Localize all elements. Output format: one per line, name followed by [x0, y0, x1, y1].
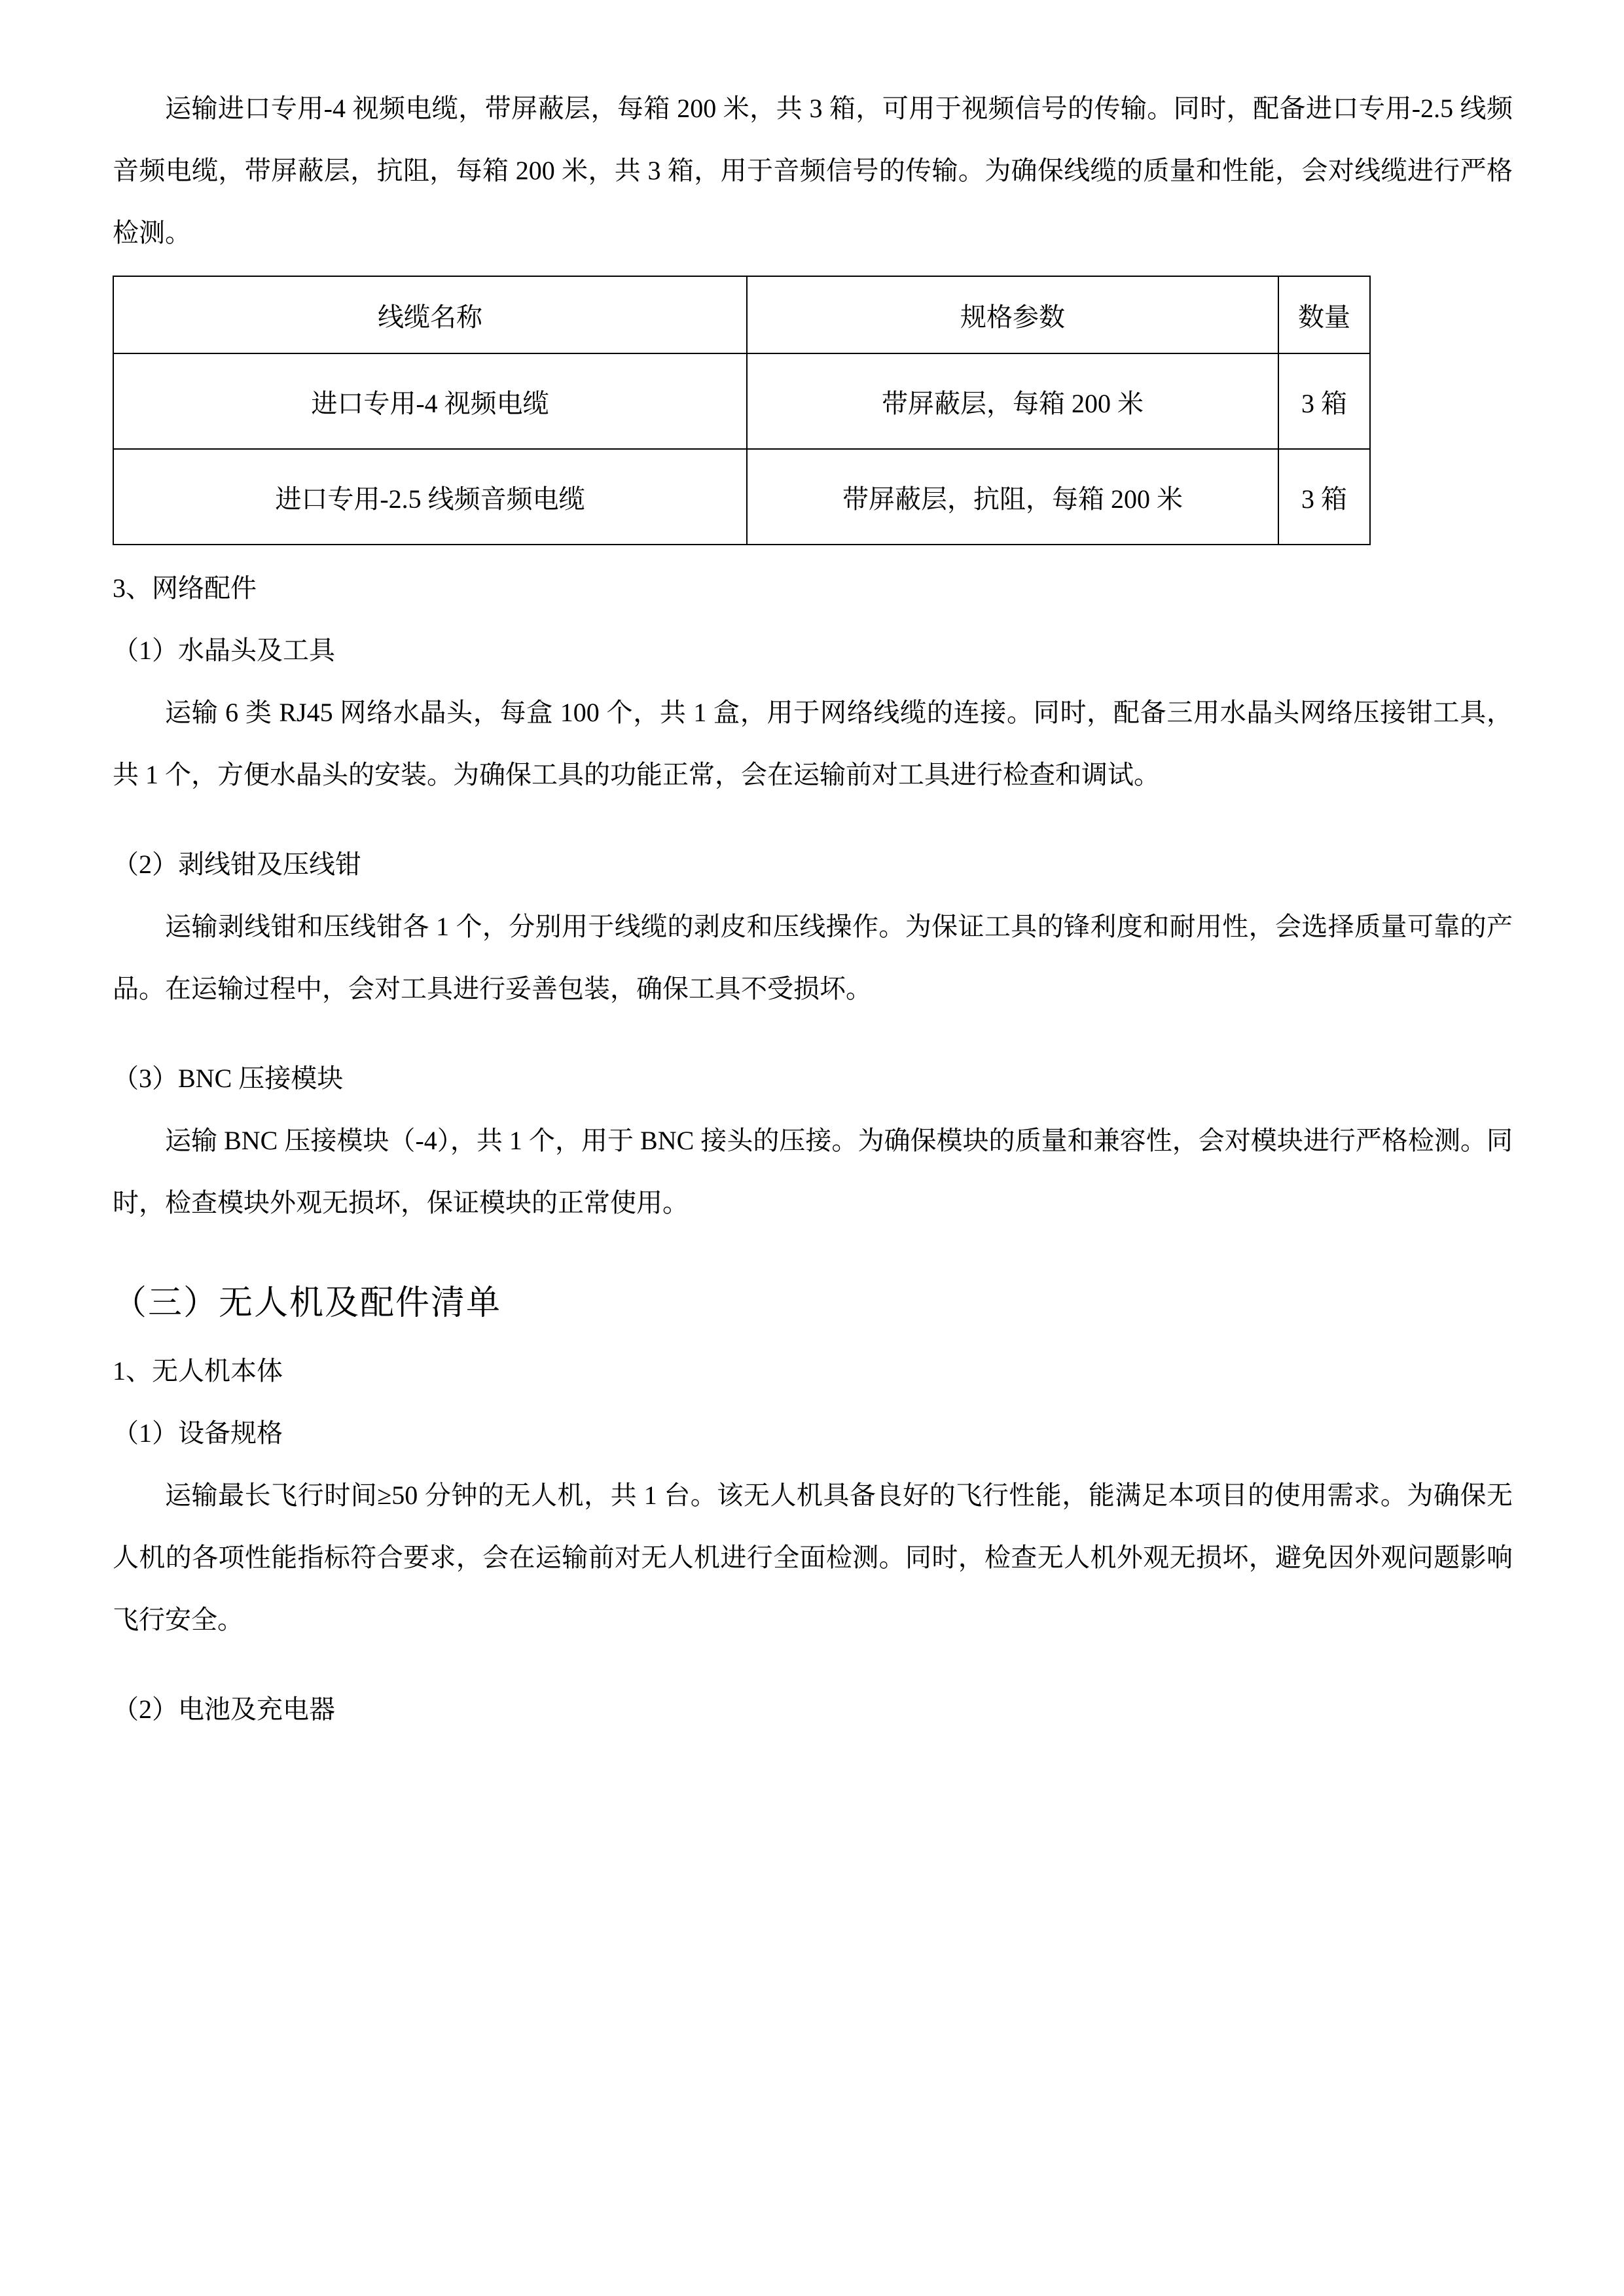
device-spec-paragraph: 运输最长飞行时间≥50 分钟的无人机，共 1 台。该无人机具备良好的飞行性能，能满足本项目的使用需求。为确保无人机的各项性能指标符合要求，会在运输前对无人机进行全面检测。同时，检查无人机外观无损坏，避免因外观问题影响飞行安全。 — [113, 1480, 1513, 1634]
intro-paragraph: 运输进口专用-4 视频电缆，带屏蔽层，每箱 200 米，共 3 箱，可用于视频信号的传输。同时，配备进口专用-2.5 线频音频电缆，带屏蔽层，抗阻，每箱 200 米，共 3 箱，用于音频信号的传输。为确保线缆的质量和性能，会对线缆进行严格检测。 — [113, 94, 1513, 247]
wire-strippers-paragraph: 运输剥线钳和压线钳各 1 个，分别用于线缆的剥皮和压线操作。为保证工具的锋利度和耐用性，会选择质量可靠的产品。在运输过程中，会对工具进行妥善包装，确保工具不受损坏。 — [113, 912, 1513, 1003]
table-row — [113, 353, 1370, 449]
crystal-head-paragraph: 运输 6 类 RJ45 网络水晶头，每盒 100 个，共 1 盒，用于网络线缆的连接。同时，配备三用水晶头网络压接钳工具，共 1 个，方便水晶头的安装。为确保工具的功能正常，会在运输前对工具进行检查和调试。 — [113, 698, 1513, 789]
table-header-row — [113, 276, 1370, 353]
section-heading-drone-list: （三）无人机及配件清单 — [113, 1285, 502, 1322]
table-cell-cable-name: 进口专用-2.5 线频音频电缆 — [113, 449, 747, 545]
table-cell-spec: 带屏蔽层，抗阻，每箱 200 米 — [747, 449, 1278, 545]
table-cell-spec: 带屏蔽层，每箱 200 米 — [747, 353, 1278, 449]
table-header-quantity: 数量 — [1278, 276, 1370, 353]
table-cell-quantity: 3 箱 — [1278, 353, 1370, 449]
table-header-spec: 规格参数 — [747, 276, 1278, 353]
subsection-heading-crystal-head: （1）水晶头及工具 — [113, 636, 335, 665]
table-cell-quantity: 3 箱 — [1278, 449, 1370, 545]
subsection-heading-wire-strippers: （2）剥线钳及压线钳 — [113, 850, 361, 879]
cable-spec-table — [113, 276, 1371, 545]
subsection-heading-bnc-module: （3）BNC 压接模块 — [113, 1064, 344, 1093]
section-heading-network-accessories: 3、网络配件 — [113, 573, 257, 603]
subsection-heading-device-spec: （1）设备规格 — [113, 1418, 283, 1448]
table-cell-cable-name: 进口专用-4 视频电缆 — [113, 353, 747, 449]
subsection-heading-battery-charger: （2）电池及充电器 — [113, 1695, 335, 1724]
subsection-heading-drone-body: 1、无人机本体 — [113, 1356, 283, 1386]
table-header-cable-name: 线缆名称 — [113, 276, 747, 353]
table-row — [113, 449, 1370, 545]
bnc-module-paragraph: 运输 BNC 压接模块（-4），共 1 个，用于 BNC 接头的压接。为确保模块的质量和兼容性，会对模块进行严格检测。同时，检查模块外观无损坏，保证模块的正常使用。 — [113, 1126, 1513, 1217]
